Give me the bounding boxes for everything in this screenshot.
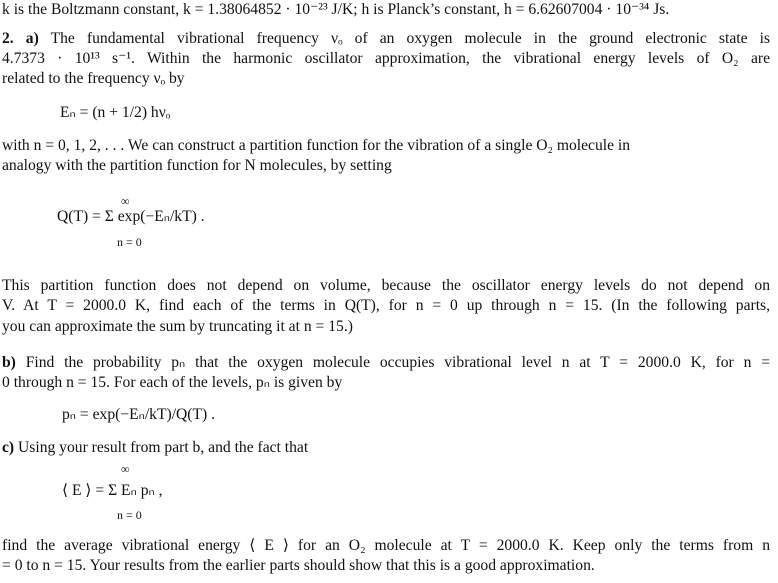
partition-paragraph-line-3: you can approximate the sum by truncating it at n = 15.) (2, 318, 353, 335)
problem-2a-label: 2. a) (2, 30, 39, 47)
partition-paragraph-line-2: V. At T = 2000.0 K, find each of the terms in Q(T), for n = 0 up through n = 15. (In the following parts, (2, 297, 770, 314)
problem-b-line-1 (2, 354, 770, 372)
problem-b-text-1: Find the probability pₙ that the oxygen molecule occupies vibrational level n at T = 2000.0 K, for n = (25, 354, 770, 371)
average-energy-equation: ⟨ E ⟩ = Σ Eₙ pₙ , (62, 482, 163, 499)
problem-2a-line-1 (2, 30, 770, 48)
energy-level-equation: Eₙ = (n + 1/2) hνₒ (60, 104, 171, 121)
problem-2a-text-1: The fundamental vibrational frequency νₒ of an oxygen molecule in the ground electronic state is (50, 30, 770, 47)
with-n-line-1: with n = 0, 1, 2, . . . We can construct a partition function for the vibration of a single O₂ molecule in (2, 137, 631, 154)
problem-c-label: c) (2, 439, 15, 456)
problem-2a-line-3: related to the frequency νₒ by (2, 70, 185, 87)
with-n-line-2: analogy with the partition function for N molecules, by setting (2, 157, 392, 174)
sum-upper-limit-1: ∞ (121, 194, 130, 208)
final-paragraph-line-2: = 0 to n = 15. Your results from the earlier parts should show that this is a good approximation. (2, 557, 595, 574)
partition-paragraph-line-1: This partition function does not depend on volume, because the oscillator energy levels do not depend on (2, 277, 770, 294)
sum-lower-limit-1: n = 0 (117, 235, 142, 249)
sum-lower-limit-2: n = 0 (117, 508, 142, 522)
problem-b-label: b) (2, 354, 16, 371)
problem-c-text: Using your result from part b, and the fact that (18, 439, 309, 456)
problem-c-line (2, 439, 308, 457)
sum-upper-limit-2: ∞ (121, 462, 130, 476)
final-paragraph-line-1: find the average vibrational energy ⟨ E ⟩ for an O₂ molecule at T = 2000.0 K. Keep only the terms from n (2, 537, 770, 554)
problem-2a-line-2: 4.7373 · 10¹³ s⁻¹. Within the harmonic oscillator approximation, the vibrational energy levels of O₂ are (2, 50, 770, 67)
problem-b-line-2: 0 through n = 15. For each of the levels, pₙ is given by (2, 374, 343, 391)
constants-line: k is the Boltzmann constant, k = 1.38064852 · 10⁻²³ J/K; h is Planck’s constant, h = 6.62607004 · 10⁻³⁴ Js. (2, 1, 670, 18)
probability-equation: pₙ = exp(−Eₙ/kT)/Q(T) . (62, 406, 215, 423)
partition-function-equation: Q(T) = Σ exp(−Eₙ/kT) . (57, 208, 205, 225)
